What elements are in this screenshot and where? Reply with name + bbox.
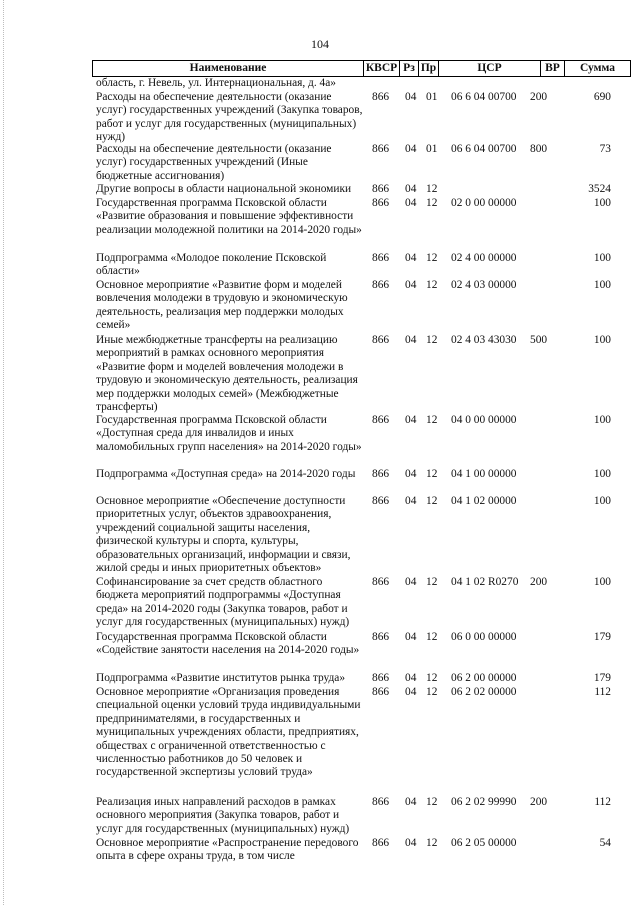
row-rz: 04 <box>405 414 417 426</box>
row-rz: 04 <box>405 576 417 588</box>
header-kvsr: КВСР <box>363 61 399 76</box>
row-name: область, г. Невель, ул. Интернациональная, д. 4а» <box>96 77 336 89</box>
row-sum: 73 <box>599 143 611 155</box>
header-vr: ВР <box>540 61 564 76</box>
row-sum: 100 <box>593 279 611 291</box>
row-rz: 04 <box>405 796 417 808</box>
row-sum: 112 <box>594 796 611 808</box>
row-csr: 06 2 02 99990 <box>451 796 517 808</box>
row-sum: 179 <box>593 672 611 684</box>
row-kvsr: 866 <box>372 143 390 155</box>
row-csr: 02 4 00 00000 <box>451 252 517 264</box>
row-kvsr: 866 <box>372 183 390 195</box>
row-name: Другие вопросы в области национальной экономики <box>96 183 352 195</box>
row-pr: 01 <box>426 143 438 155</box>
row-rz: 04 <box>405 334 417 346</box>
row-rz: 04 <box>405 143 417 155</box>
row-pr: 12 <box>426 631 438 643</box>
row-name: Основное мероприятие «Распространение передового опыта в сфере охраны труда, в том числе <box>96 837 359 863</box>
row-sum: 100 <box>593 252 611 264</box>
row-name: Государственная программа Псковской области «Развитие образования и повышение эффективности реализации молодежной политики на 2014-2020 годы» <box>96 197 362 236</box>
row-rz: 04 <box>405 252 417 264</box>
row-name: Основное мероприятие «Развитие форм и моделей вовлечения молодежи в трудовую и экономическую деятельность, реализация мер поддержки молодых семей» <box>96 279 348 332</box>
row-rz: 04 <box>405 468 417 480</box>
row-name: Подпрограмма «Молодое поколение Псковской области» <box>96 252 327 278</box>
row-name: Подпрограмма «Доступная среда» на 2014-2020 годы <box>96 468 356 480</box>
row-vr: 200 <box>530 576 548 588</box>
row-name: Расходы на обеспечение деятельности (оказание услуг) государственных учреждений (Закупка товаров, работ и услуг для государственных (муниципальных) нужд) <box>96 91 363 144</box>
row-sum: 100 <box>593 334 611 346</box>
row-pr: 12 <box>426 183 438 195</box>
row-csr: 06 2 05 00000 <box>451 837 517 849</box>
row-pr: 12 <box>426 252 438 264</box>
table-header <box>92 60 631 77</box>
page-number: 104 <box>311 37 329 51</box>
row-name: Государственная программа Псковской области «Содействие занятости населения на 2014-2020 годы» <box>96 631 360 657</box>
row-sum: 3524 <box>588 183 611 195</box>
row-rz: 04 <box>405 686 417 698</box>
header-csr: ЦСР <box>438 61 540 76</box>
row-sum: 100 <box>593 197 611 209</box>
row-name: Реализация иных направлений расходов в рамках основного мероприятия (Закупка товаров, работ и услуг для государственных (муниципальных) нужд) <box>96 796 350 835</box>
row-kvsr: 866 <box>372 279 390 291</box>
row-csr: 06 0 00 00000 <box>451 631 517 643</box>
row-pr: 12 <box>426 334 438 346</box>
row-pr: 12 <box>426 837 438 849</box>
row-kvsr: 866 <box>372 495 390 507</box>
row-pr: 12 <box>426 576 438 588</box>
row-kvsr: 866 <box>372 837 390 849</box>
row-sum: 100 <box>593 468 611 480</box>
row-vr: 500 <box>530 334 548 346</box>
row-csr: 04 1 00 00000 <box>451 468 517 480</box>
row-sum: 100 <box>593 414 611 426</box>
row-csr: 04 0 00 00000 <box>451 414 517 426</box>
row-sum: 179 <box>593 631 611 643</box>
row-pr: 12 <box>426 672 438 684</box>
row-kvsr: 866 <box>372 468 390 480</box>
row-rz: 04 <box>405 183 417 195</box>
row-sum: 54 <box>599 837 611 849</box>
row-rz: 04 <box>405 837 417 849</box>
row-rz: 04 <box>405 631 417 643</box>
row-kvsr: 866 <box>372 91 390 103</box>
row-kvsr: 866 <box>372 576 390 588</box>
header-rz: Рз <box>399 61 418 76</box>
row-csr: 02 4 03 43030 <box>451 334 517 346</box>
row-rz: 04 <box>405 91 417 103</box>
row-csr: 06 2 02 00000 <box>451 686 517 698</box>
row-name: Государственная программа Псковской области «Доступная среда для инвалидов и иных маломобильных групп населения» на 2014-2020 годы» <box>96 414 362 453</box>
row-pr: 12 <box>426 796 438 808</box>
row-vr: 800 <box>530 143 548 155</box>
row-kvsr: 866 <box>372 252 390 264</box>
header-name: Наименование <box>189 62 267 74</box>
row-sum: 112 <box>594 686 611 698</box>
row-csr: 06 6 04 00700 <box>451 91 517 103</box>
row-pr: 12 <box>426 686 438 698</box>
scan-edge <box>3 0 4 905</box>
row-name: Основное мероприятие «Организация проведения специальной оценки условий труда индивидуальными предпринимателями, в государственных и муниципальных учреждениях области, предприятиях, обществах с ограниченной ответственностью с численностью работников до 50 человек и государственной экспертизы условий труда» <box>96 686 361 779</box>
header-pr: Пр <box>418 61 438 76</box>
row-rz: 04 <box>405 495 417 507</box>
row-kvsr: 866 <box>372 686 390 698</box>
row-kvsr: 866 <box>372 334 390 346</box>
row-pr: 12 <box>426 197 438 209</box>
row-name: Подпрограмма «Развитие институтов рынка труда» <box>96 672 346 684</box>
row-sum: 100 <box>593 576 611 588</box>
row-pr: 12 <box>426 468 438 480</box>
row-kvsr: 866 <box>372 631 390 643</box>
row-csr: 02 0 00 00000 <box>451 197 517 209</box>
row-kvsr: 866 <box>372 414 390 426</box>
row-sum: 100 <box>593 495 611 507</box>
row-csr: 04 1 02 R0270 <box>451 576 519 588</box>
row-name: Основное мероприятие «Обеспечение доступности приоритетных услуг, объектов здравоохранения, учреждений социальной защиты населения, физической культуры и спорта, культуры, образовательных организаций, информации и связи, жилой среды и иных приоритетных объектов» <box>96 495 351 575</box>
row-csr: 04 1 02 00000 <box>451 495 517 507</box>
row-csr: 02 4 03 00000 <box>451 279 517 291</box>
row-pr: 01 <box>426 91 438 103</box>
row-rz: 04 <box>405 672 417 684</box>
row-rz: 04 <box>405 197 417 209</box>
row-name: Расходы на обеспечение деятельности (оказание услуг) государственных учреждений (Иные бюджетные ассигнования) <box>96 143 332 182</box>
row-pr: 12 <box>426 414 438 426</box>
row-kvsr: 866 <box>372 672 390 684</box>
row-rz: 04 <box>405 279 417 291</box>
row-name: Софинансирование за счет средств областного бюджета мероприятий подпрограммы «Доступная среда» на 2014-2020 годы (Закупка товаров, работ и услуг для государственных (муниципальных) нужд) <box>96 576 350 629</box>
row-vr: 200 <box>530 796 548 808</box>
row-vr: 200 <box>530 91 548 103</box>
row-kvsr: 866 <box>372 197 390 209</box>
row-csr: 06 2 00 00000 <box>451 672 517 684</box>
row-sum: 690 <box>593 91 611 103</box>
header-sum: Сумма <box>564 61 630 76</box>
row-name: Иные межбюджетные трансферты на реализацию мероприятий в рамках основного мероприятия «Развитие форм и моделей вовлечения молодежи в трудовую и экономическую деятельность, реализация мер поддержки молодых семей» (Межбюджетные трансферты) <box>96 334 358 414</box>
row-csr: 06 6 04 00700 <box>451 143 517 155</box>
row-kvsr: 866 <box>372 796 390 808</box>
row-pr: 12 <box>426 495 438 507</box>
row-pr: 12 <box>426 279 438 291</box>
